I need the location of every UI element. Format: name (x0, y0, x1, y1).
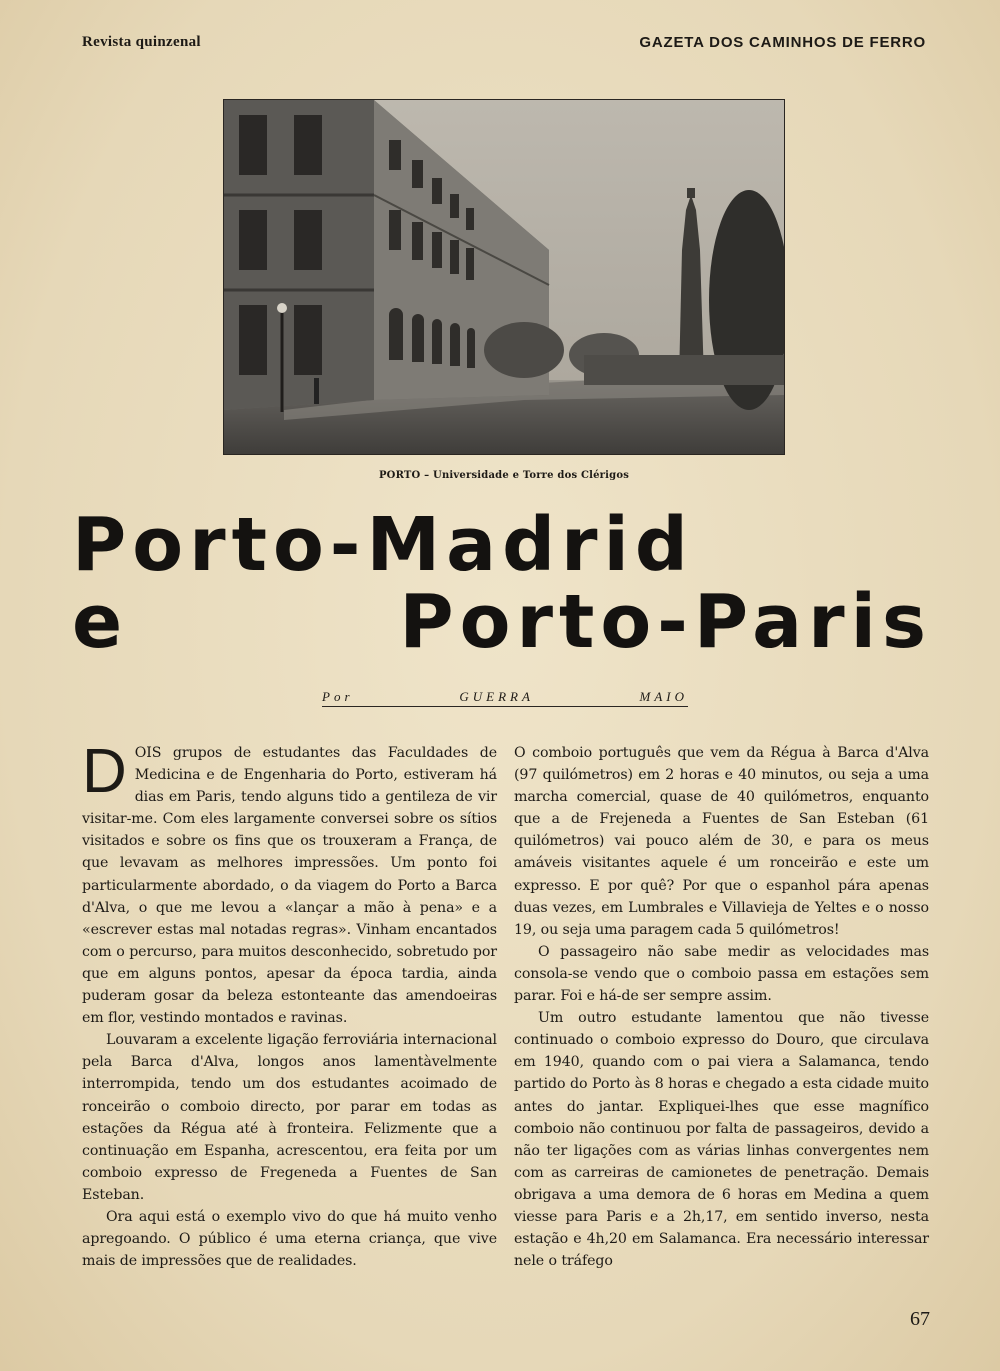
paragraph-6: Um outro estudante lamentou que não tivesse continuado o comboio expresso do Douro, que circulava em 1940, quando com o pai viera a Salamanca, tendo partido do Porto às 8 horas e chegado a esta cidade muito antes do jantar. Expliquei-lhes que esse magnífico comboio não continuou por falta de passageiros, devido a não ter ligações com as várias linhas convergentes nem com as carreiras de camionetes de penetração. Demais obrigava a uma demora de 6 horas em Medina a quem viesse para Paris e a 2h,17, em sentido inverso, nesta estação e 4h,20 em Salamanca. Era necessário interessar nele o tráfego (514, 1010, 929, 1270)
paragraph-2: Louvaram a excelente ligação ferroviária internacional pela Barca d'Alva, longos anos lamentàvelmente interrompida, tendo um dos estudantes acoimado de ronceirão o comboio directo, por parar em todas as estações da Régua até à fronteira. Felizmente que a continuação em Espanha, acrescentou, era feita por um comboio expresso de Fregeneda a Fuentes de San Esteban. (82, 1032, 497, 1203)
drop-cap: D (82, 737, 127, 806)
paragraph-4: O comboio português que vem da Régua à Barca d'Alva (97 quilómetros) em 2 horas e 40 minutos, ou seja a uma marcha comercial, quase de 40 quilómetros, enquanto que a de Frejeneda a Fuentes de San Esteban (61 quilómetros) vai pouco além de 30, e para os meus amáveis visitantes aquele é um ronceirão e este um expresso. E por quê? Por que o espanhol pára apenas duas vezes, em Lumbrales e Villavieja de Yeltes e o nosso 19, ou seja uma paragem cada 5 quilómetros! (514, 745, 929, 938)
photo-caption: PORTO – Universidade e Torre dos Clérigos (378, 470, 630, 481)
paragraph-5: O passageiro não sabe medir as velocidades mas consola-se vendo que o comboio passa em estações sem parar. Foi e há-de ser sempre assim. (514, 943, 929, 1005)
paragraph-1 (82, 737, 497, 1029)
article-byline: Por GUERRA MAIO (322, 689, 688, 707)
article-title-line-2: e Porto-Paris (72, 579, 932, 665)
running-header-left: Revista quinzenal (82, 34, 201, 50)
porto-university-photo (223, 99, 785, 455)
running-header-right: GAZETA DOS CAMINHOS DE FERRO (639, 34, 926, 51)
article-column-right (514, 742, 929, 1272)
article-column-left (82, 737, 497, 1272)
paragraph-3: Ora aqui está o exemplo vivo do que há muito venho apregoando. O público é uma eterna criança, que vive mais de impressões que de realidades. (82, 1208, 497, 1270)
paragraph-1-text: OIS grupos de estudantes das Faculdades de Medicina e de Engenharia do Porto, estiveram há dias em Paris, tendo alguns tido a gentileza de vir visitar-me. Com eles largamente conversei sobre os sítios visitados e sobre os fins que os trouxeram a França, de que levavam as melhores impressões. Um ponto foi particularmente abordado, o da viagem do Porto a Barca d'Alva, o que me levou a «lançar a mão à pena» e a «escrever estas mal notadas regras». Vinham encantados com o percurso, para muitos desconhecido, sobretudo por que em alguns pontos, apesar da época tardia, ainda puderam gosar da beleza estonteante das amendoeiras em flor, vestindo montados e ravinas. (82, 745, 497, 1027)
article-title-line-1: Porto-Madrid (72, 502, 694, 588)
page-number: 67 (910, 1308, 930, 1330)
